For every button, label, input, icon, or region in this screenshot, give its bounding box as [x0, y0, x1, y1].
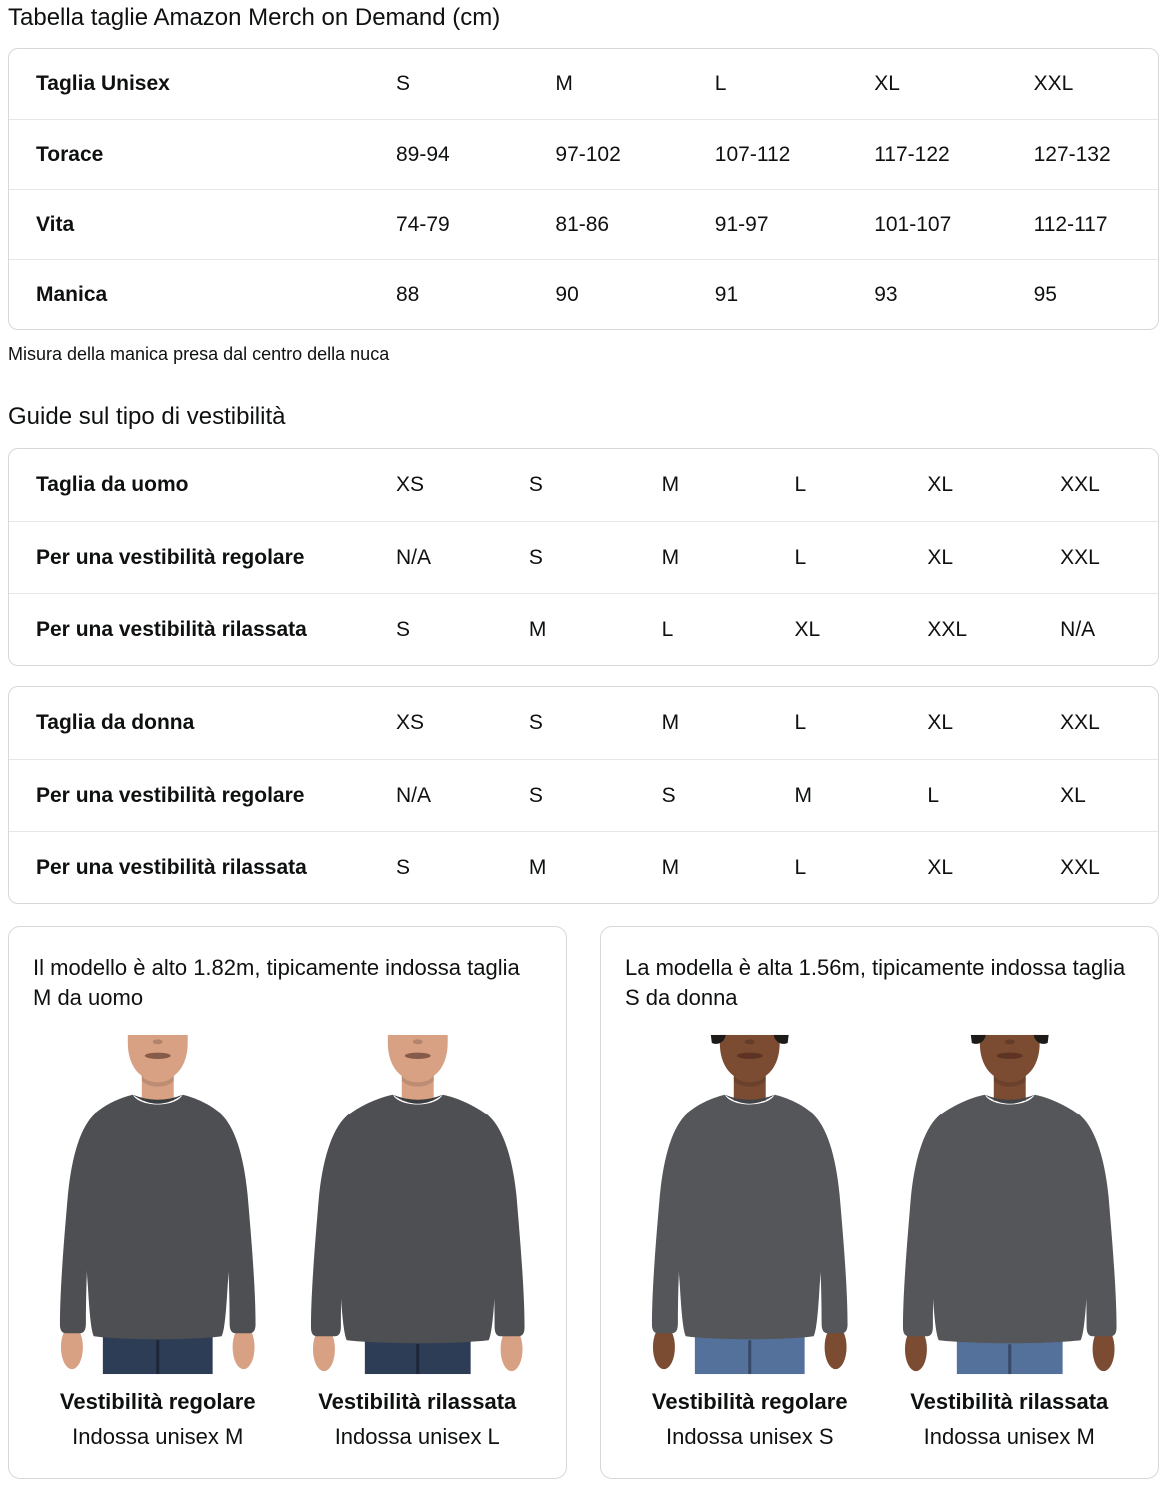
size-value: S — [396, 617, 411, 641]
sleeve-measure-note: Misura della manica presa dal centro della nuca — [8, 344, 390, 364]
male-regular-fit-photo — [33, 1032, 283, 1377]
column-header: L — [794, 473, 807, 496]
size-value: 90 — [555, 282, 579, 306]
size-value: XXL — [1060, 545, 1100, 569]
male-relaxed-fit-figure — [293, 1032, 543, 1450]
column-header: L — [794, 711, 807, 734]
size-value: XXL — [927, 617, 968, 641]
row-label: Per una vestibilità regolare — [36, 783, 305, 807]
size-label: Indossa unisex S — [665, 1423, 834, 1449]
row-label: Taglia Unisex — [36, 72, 170, 95]
size-value: L — [794, 545, 807, 569]
size-value: 107-112 — [714, 142, 791, 166]
row-label: Per una vestibilità rilassata — [36, 617, 307, 641]
column-header: XS — [396, 711, 425, 734]
size-value: M — [661, 855, 680, 879]
size-value: M — [661, 545, 680, 569]
column-header: XXL — [1060, 473, 1100, 496]
size-value: M — [528, 617, 547, 641]
male-model-card — [8, 926, 567, 1479]
size-value: 127-132 — [1033, 142, 1111, 166]
row-label: Per una vestibilità regolare — [36, 545, 305, 569]
column-header: XL — [927, 711, 954, 734]
column-header: XS — [396, 473, 425, 496]
unisex-size-table — [8, 48, 1159, 330]
male-model-description: Il modello è alto 1.82m, tipicamente indossa taglia M da uomo — [33, 955, 520, 1011]
female-relaxed-fit-photo — [885, 1032, 1135, 1377]
column-header: XL — [927, 473, 954, 496]
size-label: Indossa unisex L — [334, 1423, 500, 1449]
table-header-row — [9, 687, 1158, 759]
size-value: 91-97 — [714, 212, 769, 236]
fit-guide-heading: Guide sul tipo di vestibilità — [8, 403, 286, 430]
men-fit-table — [8, 448, 1159, 666]
size-value: L — [794, 855, 807, 879]
table-row — [9, 189, 1158, 259]
size-value: 88 — [396, 282, 420, 306]
column-header: S — [528, 711, 543, 734]
table-row — [9, 119, 1158, 189]
female-model-description: La modella è alta 1.56m, tipicamente indossa taglia S da donna — [625, 955, 1126, 1011]
size-value: N/A — [396, 545, 432, 569]
size-value: S — [396, 855, 411, 879]
female-regular-fit-photo — [625, 1032, 875, 1377]
column-header: S — [396, 72, 411, 95]
size-value: XL — [927, 545, 954, 569]
size-value: XL — [1060, 783, 1086, 807]
column-header: XXL — [1033, 72, 1074, 95]
row-label: Per una vestibilità rilassata — [36, 855, 307, 879]
size-value: XXL — [1060, 855, 1100, 879]
size-value: XL — [794, 617, 821, 641]
column-header: XL — [874, 72, 900, 95]
size-value: S — [528, 545, 543, 569]
fit-label: Vestibilità rilassata — [318, 1388, 517, 1414]
female-relaxed-fit-figure — [885, 1032, 1135, 1450]
size-value: N/A — [1060, 617, 1096, 641]
female-figures — [625, 1032, 1134, 1450]
model-cards — [8, 926, 1159, 1479]
row-label: Taglia da donna — [36, 711, 195, 734]
male-figures — [33, 1032, 542, 1450]
size-label: Indossa unisex M — [72, 1423, 244, 1449]
column-header: M — [661, 473, 680, 496]
column-header: XXL — [1060, 711, 1100, 734]
size-value: 81-86 — [555, 212, 610, 236]
table-header-row — [9, 449, 1158, 521]
women-fit-table — [8, 686, 1159, 904]
fit-label: Vestibilità regolare — [59, 1388, 256, 1414]
table-row — [9, 259, 1158, 329]
size-value: 74-79 — [396, 212, 450, 236]
table-row — [9, 593, 1158, 665]
table-header-row — [9, 49, 1158, 119]
fit-label: Vestibilità regolare — [651, 1388, 848, 1414]
size-value: 89-94 — [396, 142, 450, 166]
size-value: 112-117 — [1033, 212, 1108, 236]
row-label: Torace — [36, 142, 104, 166]
size-value: 95 — [1033, 282, 1057, 306]
column-header: L — [714, 72, 727, 95]
size-value: 91 — [714, 282, 739, 306]
size-value: XL — [927, 855, 954, 879]
size-value: 97-102 — [555, 142, 621, 166]
size-value: 101-107 — [874, 212, 952, 236]
column-header: M — [555, 72, 573, 95]
size-value: M — [794, 783, 812, 807]
size-label: Indossa unisex M — [923, 1423, 1095, 1449]
table-row — [9, 831, 1158, 903]
row-label: Manica — [36, 282, 108, 306]
female-model-card — [600, 926, 1159, 1479]
size-value: L — [927, 783, 940, 807]
column-header: M — [661, 711, 680, 734]
page-title: Tabella taglie Amazon Merch on Demand (cm) — [8, 4, 501, 31]
size-value: S — [528, 783, 543, 807]
fit-label: Vestibilità rilassata — [910, 1388, 1109, 1414]
row-label: Vita — [36, 212, 75, 236]
size-value: L — [661, 617, 674, 641]
size-value: 93 — [874, 282, 898, 306]
size-value: N/A — [396, 783, 432, 807]
male-regular-fit-figure — [33, 1032, 283, 1450]
size-value: S — [661, 783, 676, 807]
male-relaxed-fit-photo — [293, 1032, 543, 1377]
female-regular-fit-figure — [625, 1032, 875, 1450]
size-value: 117-122 — [874, 142, 950, 166]
column-header: S — [528, 473, 543, 496]
size-value: M — [528, 855, 547, 879]
table-row — [9, 759, 1158, 831]
row-label: Taglia da uomo — [36, 473, 189, 496]
table-row — [9, 521, 1158, 593]
